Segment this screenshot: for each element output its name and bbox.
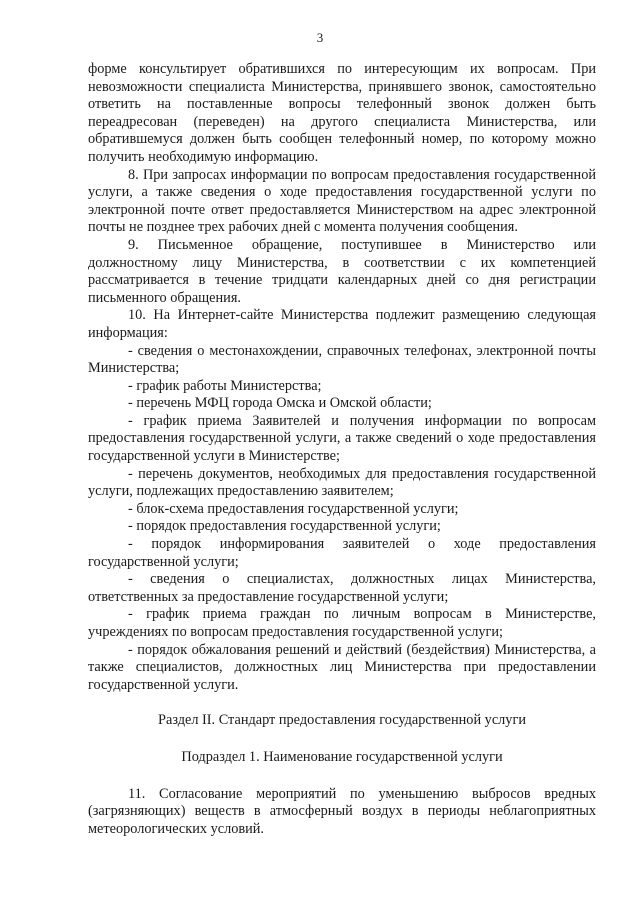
list-item: - график приема граждан по личным вопросам в Министерстве, учреждениях по вопросам предоставления государственной услуги; — [88, 606, 596, 640]
list-item: - график работы Министерства; — [128, 377, 322, 394]
paragraph-10: 10. На Интернет-сайте Министерства подлежит размещению следующая информация: — [88, 307, 596, 341]
list-item: - порядок предоставления государственной услуги; — [128, 518, 441, 535]
list-item: - перечень документов, необходимых для предоставления государственной услуги, подлежащих предоставлению заявителем; — [88, 465, 596, 500]
info-list — [88, 343, 596, 695]
list-item: - порядок информирования заявителей о ходе предоставления государственной услуги; — [88, 536, 596, 570]
list-item: - сведения о местонахождении, справочных телефонах, электронной почты Министерства; — [88, 342, 596, 377]
list-item: - порядок обжалования решений и действий (бездействия) Министерства, а также специалистов, должностных лиц Министерства при предоставлении государственной услуги. — [88, 641, 596, 693]
document-body — [88, 61, 596, 838]
list-item: - перечень МФЦ города Омска и Омской области; — [128, 395, 432, 412]
list-item: - блок-схема предоставления государственной услуги; — [128, 500, 459, 517]
section-heading: Раздел II. Стандарт предоставления государственной услуги — [158, 712, 526, 729]
paragraph-11: 11. Согласование мероприятий по уменьшению выбросов вредных (загрязняющих) веществ в атмосферный воздух в периоды неблагоприятных метеорологических условий. — [88, 785, 596, 837]
paragraph-9: 9. Письменное обращение, поступившее в Министерство или должностному лицу Министерства, в соответствии с их компетенцией рассматривается в течение тридцати календарных дней со дня регистрации письменного обращения. — [88, 236, 596, 306]
paragraph-continuation: форме консультирует обратившихся по интересующим их вопросам. При невозможности специалиста Министерства, принявшего звонок, самостоятельно ответить на поставленные вопросы телефонный звонок должен быть переадресован (переведен) на другого специалиста Министерства, или обратившемуся должен быть сообщен телефонный номер, по которому можно получить необходимую информацию. — [88, 61, 596, 165]
paragraph-8: 8. При запросах информации по вопросам предоставления государственной услуги, а также сведения о ходе предоставления государственной услуги по электронной почте ответ предоставляется Министерством на адрес электронной почты не позднее трех рабочих дней с момента получения сообщения. — [88, 166, 596, 236]
page-number: 3 — [316, 30, 324, 45]
list-item: - график приема Заявителей и получения информации по вопросам предоставления государственной услуги, а также сведений о ходе предоставления государственной услуги в Министерстве; — [88, 412, 596, 465]
list-item: - сведения о специалистах, должностных лицах Министерства, ответственных за предоставление государственной услуги; — [88, 571, 596, 605]
subsection-heading: Подраздел 1. Наименование государственной услуги — [181, 748, 503, 765]
